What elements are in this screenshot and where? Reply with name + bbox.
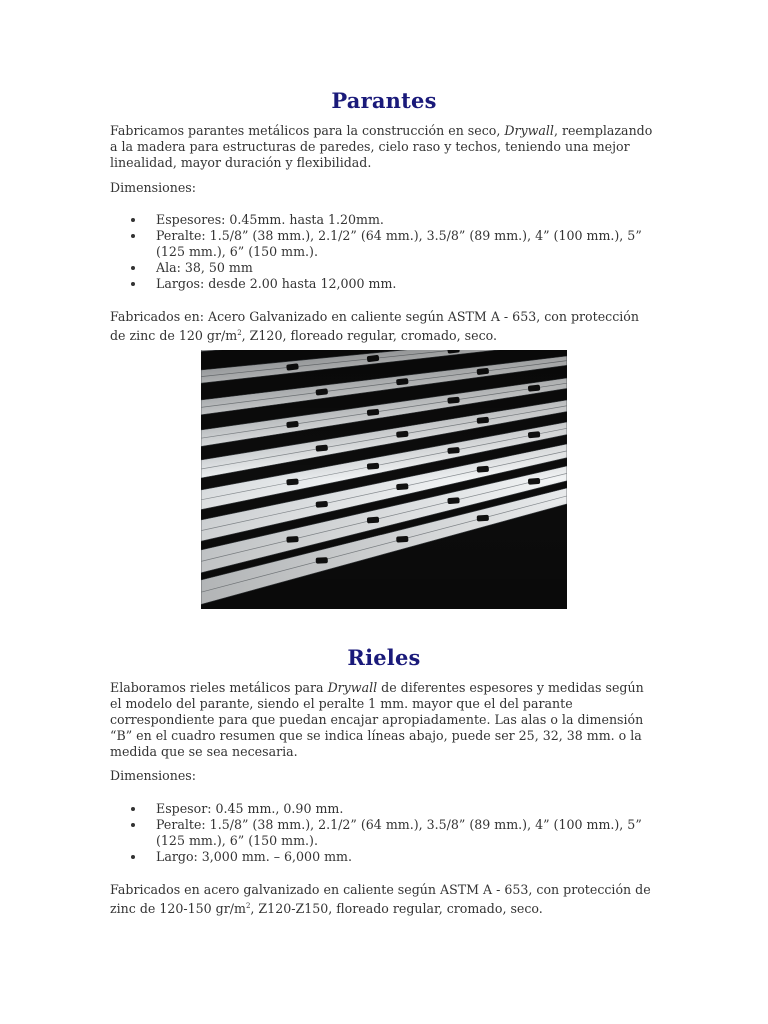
list-item: Peralte: 1.5/8” (38 mm.), 2.1/2” (64 mm.), 3.5/8” (89 mm.), 4” (100 mm.), 5” (125 mm.), 6” (150 mm.). (110, 817, 655, 849)
section-title-parantes: Parantes (331, 88, 437, 113)
rieles-dimensions-label: Dimensiones: (110, 768, 196, 783)
rieles-intro-drywall: Drywall (327, 680, 378, 695)
list-item: Largo: 3,000 mm. – 6,000 mm. (110, 849, 655, 865)
parantes-intro-post: , reemplazando a la madera para estructuras de paredes, cielo raso y techos, teniendo una mejor linealidad, mayor duración y flexibilidad. (110, 123, 653, 170)
parantes-intro-drywall: Drywall (504, 123, 554, 138)
rieles-intro-post: de diferentes espesores y medidas según el modelo del parante, siendo el peralte 1 mm. mayor que el del parante correspondiente para que puedan encajar apropiadamente. Las alas o la dimensión “B” en el cuadro resumen que se indica líneas abajo, puede ser 25, 32, 38 mm. o la medida que se sea necesaria. (110, 680, 644, 759)
section-title-rieles: Rieles (347, 645, 421, 670)
rieles-fab-pre: Fabricados en acero galvanizado en caliente según ASTM A - 653, con protección de zinc de 120-150 gr/m (110, 882, 651, 917)
list-item: Espesores: 0.45mm. hasta 1.20mm. (110, 212, 655, 228)
rieles-fab-post: , Z120-Z150, floreado regular, cromado, seco. (250, 901, 543, 917)
parantes-fab-sup: 2 (237, 329, 242, 337)
parantes-dimensions-list (110, 212, 655, 292)
parantes-intro-pre: Fabricamos parantes metálicos para la construcción en seco, (110, 123, 505, 138)
rieles-dimensions-list (110, 801, 655, 865)
list-item: Ala: 38, 50 mm (110, 260, 655, 276)
parantes-intro (110, 123, 655, 171)
parantes-fab-pre: Fabricados en: Acero Galvanizado en caliente según ASTM A - 653, con protección de zinc de 120 gr/m (110, 309, 639, 344)
parantes-dimensions-label: Dimensiones: (110, 180, 196, 195)
list-item: Largos: desde 2.00 hasta 12,000 mm. (110, 276, 655, 292)
steel-studs-photo (201, 350, 567, 609)
steel-studs-image (201, 350, 567, 609)
parantes-fabrication (110, 309, 655, 344)
rieles-intro-pre: Elaboramos rieles metálicos para (110, 680, 328, 695)
parantes-fab-post: , Z120, floreado regular, cromado, seco. (241, 328, 497, 344)
list-item: Espesor: 0.45 mm., 0.90 mm. (110, 801, 655, 817)
rieles-intro (110, 680, 655, 760)
rieles-fabrication (110, 882, 655, 917)
list-item: Peralte: 1.5/8” (38 mm.), 2.1/2” (64 mm.), 3.5/8” (89 mm.), 4” (100 mm.), 5” (125 mm.), 6” (150 mm.). (110, 228, 655, 260)
rieles-fab-sup: 2 (245, 902, 251, 910)
